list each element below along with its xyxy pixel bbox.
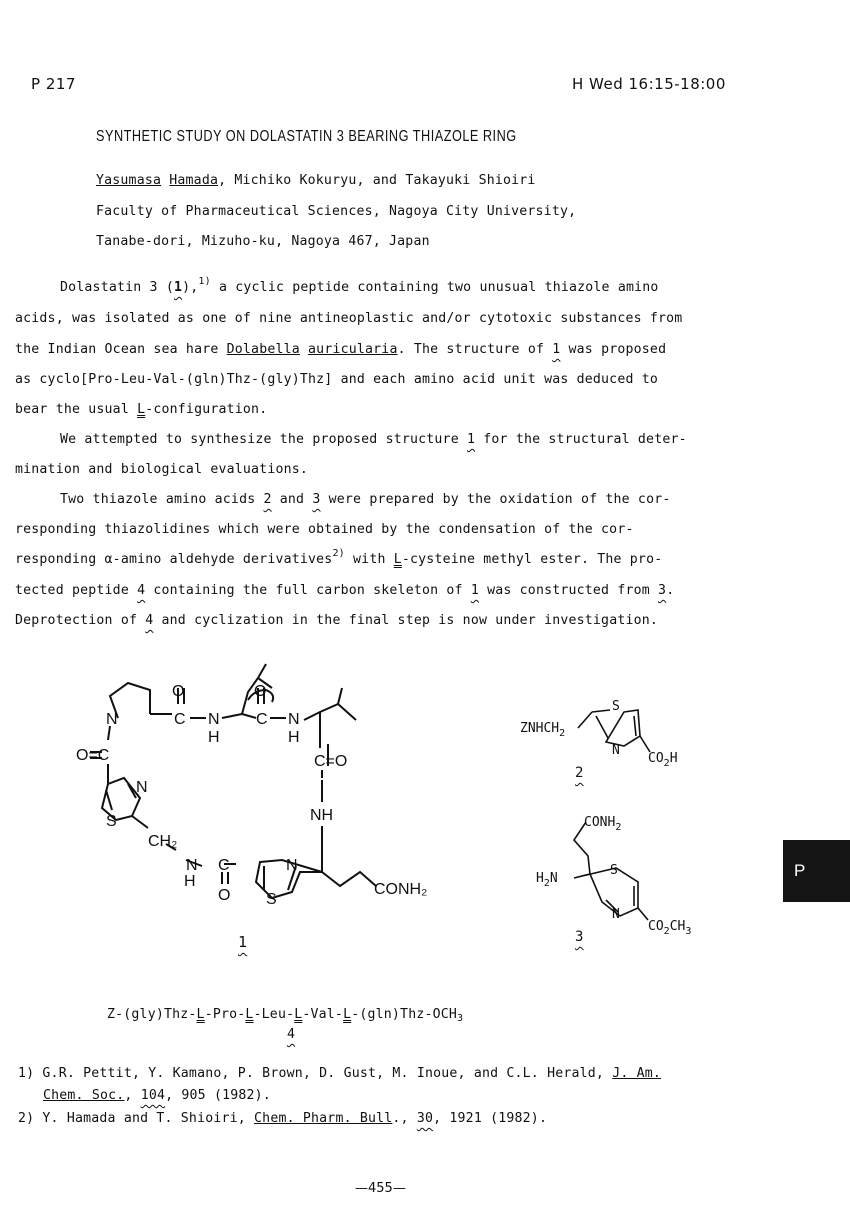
s1-carbonyl-right: C=O [314, 753, 348, 770]
section-tab-p: P [783, 840, 850, 902]
s1-atom-o1: O [172, 683, 185, 700]
body-line: Dolastatin 3 (1),$^{1)}$ a cyclic peptide containing two unusual thiazole amino [60, 276, 659, 295]
s3-ester: $CO_2CH_3$ [648, 919, 692, 937]
s3-h2n: $H_2N$ [536, 871, 558, 889]
svg-text:N: N [612, 907, 620, 922]
session-time: H Wed 16:15-18:00 [572, 75, 726, 93]
s1-atom-c: C [174, 711, 186, 728]
structure-2 [520, 690, 700, 780]
s1-thz-n-right: N [286, 857, 298, 874]
reference-1: 1) G.R. Pettit, Y. Kamano, P. Brown, D. Gust, M. Inoue, and C.L. Herald, J. Am. [18, 1066, 662, 1081]
svg-text:S: S [610, 863, 618, 878]
body-line: tected peptide 4 containing the full carbon skeleton of 1 was constructed from 3. [15, 583, 675, 598]
paper-title: SYNTHETIC STUDY ON DOLASTATIN 3 BEARING THIAZOLE RING [96, 128, 517, 145]
body-line: acids, was isolated as one of nine antineoplastic and/or cytotoxic substances from [15, 311, 683, 326]
s1-thz-s-right: S [266, 891, 277, 908]
s1-atom-n3: N [186, 857, 198, 874]
body-line: bear the usual L-configuration. [15, 402, 268, 417]
page-number: —455— [355, 1181, 406, 1196]
peptide-4-formula: $Z-(gly)Thz-L-Pro-L-Leu-L-Val-L-(gln)Thz-OCH_3$ [107, 1007, 464, 1024]
compound-label-3: 3 [575, 929, 584, 945]
structure-1-bonds [90, 664, 376, 898]
s1-atom-o2: O [254, 683, 267, 700]
svg-text:S: S [612, 699, 620, 714]
s1-ch2: CH₂ [148, 833, 178, 850]
s1-thz-s-left: S [106, 813, 117, 830]
reference-1-cont: Chem. Soc., 104, 905 (1982). [43, 1088, 271, 1103]
compound-label-1: 1 [238, 933, 248, 951]
s1-atom-h2: H [288, 729, 300, 746]
svg-text:N: N [612, 743, 620, 758]
body-line: as cyclo[Pro-Leu-Val-(gln)Thz-(gly)Thz] and each amino acid unit was deduced to [15, 372, 659, 387]
compound-label-2: 2 [575, 765, 584, 781]
body-line: Two thiazole amino acids 2 and 3 were prepared by the oxidation of the cor- [60, 492, 671, 507]
body-line: the Indian Ocean sea hare Dolabella auricularia. The structure of 1 was proposed [15, 342, 667, 357]
reference-2: 2) Y. Hamada and T. Shioiri, Chem. Pharm. Bull., 30, 1921 (1982). [18, 1111, 548, 1126]
s2-znhch: $ZNHCH_2$ [520, 721, 566, 739]
structure-1-dolastatin-3 [60, 660, 480, 960]
s1-atom-n1: N [208, 711, 220, 728]
compound-label-4: 4 [287, 1027, 296, 1042]
body-line: Deprotection of 4 and cyclization in the final step is now under investigation. [15, 613, 659, 628]
body-line: responding thiazolidines which were obtained by the condensation of the cor- [15, 522, 634, 537]
s1-atom-n2: N [288, 711, 300, 728]
structure-3 [530, 808, 720, 938]
s1-nh: NH [310, 807, 334, 824]
s1-carbonyl-left: O=C [76, 747, 110, 764]
body-line: We attempted to synthesize the proposed structure 1 for the structural deter- [60, 432, 687, 447]
s1-thz-n-left: N [136, 779, 148, 796]
s1-atom-h1: H [208, 729, 220, 746]
s1-atom-o3: O [218, 887, 231, 904]
s2-co2h: $CO_2H$ [648, 751, 678, 769]
s1-atom-h3: H [184, 873, 196, 890]
body-line: mination and biological evaluations. [15, 462, 309, 477]
author-line: Yasumasa Hamada, Michiko Kokuryu, and Takayuki Shioiri [96, 173, 536, 188]
svg-text:C: C [218, 857, 230, 874]
session-code: P 217 [31, 75, 76, 93]
affiliation-line-1: Faculty of Pharmaceutical Sciences, Nagoya City University, [96, 204, 577, 219]
s1-atom-c2: C [256, 711, 268, 728]
affiliation-line-2: Tanabe-dori, Mizuho-ku, Nagoya 467, Japan [96, 234, 430, 249]
body-line: responding α-amino aldehyde derivatives$^{2)}$ with L-cysteine methyl ester. The pro- [15, 548, 663, 567]
s1-conh2: CONH₂ [374, 881, 428, 898]
s3-conh2: $CONH_2$ [584, 815, 622, 833]
s1-atom-n-pro: N [106, 711, 118, 728]
